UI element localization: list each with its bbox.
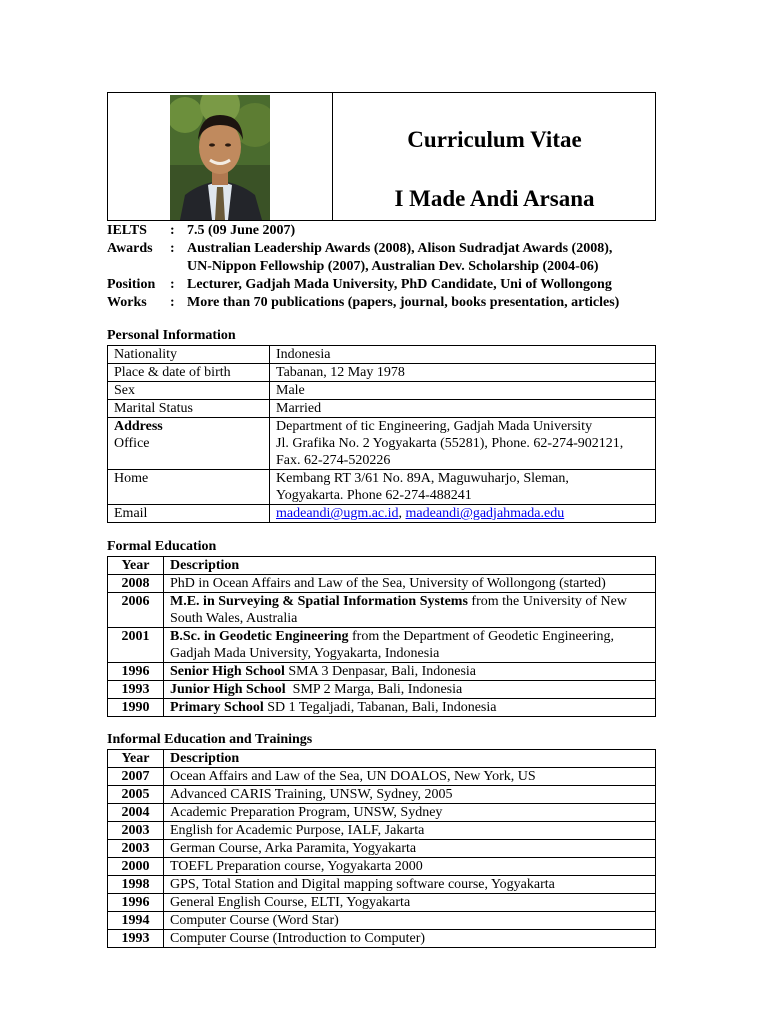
table-row — [108, 822, 656, 840]
table-row — [108, 505, 656, 523]
summary-row-awards — [107, 240, 667, 258]
formal-education-table — [107, 556, 656, 717]
description-cell: TOEFL Preparation course, Yogyakarta 2000 — [164, 858, 656, 876]
table-row — [108, 575, 656, 593]
summary-colon: : — [170, 295, 175, 310]
office-line: Jl. Grafika No. 2 Yogyakarta (55281), Phone. 62-274-902121, — [276, 436, 624, 451]
year-cell: 1998 — [108, 876, 164, 894]
row-label: Nationality — [108, 346, 270, 364]
year-cell: 1996 — [108, 894, 164, 912]
table-row — [108, 768, 656, 786]
description-cell: German Course, Arka Paramita, Yogyakarta — [164, 840, 656, 858]
table-row — [108, 364, 656, 382]
description-text: PhD in Ocean Affairs and Law of the Sea, University of Wollongong (started) — [170, 576, 606, 591]
description-bold: Primary School — [170, 700, 264, 715]
summary-value: UN-Nippon Fellowship (2007), Australian Dev. Scholarship (2004-06) — [187, 259, 599, 274]
summary-label: Position — [107, 277, 156, 292]
row-value: Male — [270, 382, 656, 400]
description-cell: Academic Preparation Program, UNSW, Sydney — [164, 804, 656, 822]
year-cell: 2006 — [108, 593, 164, 628]
year-cell: 2008 — [108, 575, 164, 593]
col-header-description: Description — [164, 750, 656, 768]
summary-row-position — [107, 276, 667, 294]
informal-education-heading: Informal Education and Trainings — [107, 732, 313, 747]
summary-label: Works — [107, 295, 147, 310]
description-cell: General English Course, ELTI, Yogyakarta — [164, 894, 656, 912]
summary-label: Awards — [107, 241, 153, 256]
description-text: from the Department of Geodetic Engineering, Gadjah Mada University, Yogyakarta, Indonesia — [170, 629, 615, 661]
summary-value: More than 70 publications (papers, journal, books presentation, articles) — [187, 295, 620, 310]
row-label: Place & date of birth — [108, 364, 270, 382]
informal-education-table — [107, 749, 656, 948]
table-header-row — [108, 750, 656, 768]
row-label: Marital Status — [108, 400, 270, 418]
summary-row-works — [107, 294, 667, 312]
table-row — [108, 930, 656, 948]
email-separator: , — [398, 506, 406, 521]
description-text: SMA 3 Denpasar, Bali, Indonesia — [284, 664, 477, 679]
table-row — [108, 663, 656, 681]
table-header-row — [108, 557, 656, 575]
summary-value: Australian Leadership Awards (2008), Alison Sudradjat Awards (2008), — [187, 241, 613, 256]
year-cell: 2003 — [108, 840, 164, 858]
table-row — [108, 418, 656, 470]
year-cell: 2001 — [108, 628, 164, 663]
office-line: Department of tic Engineering, Gadjah Mada University — [276, 419, 593, 434]
description-text: SD 1 Tegaljadi, Tabanan, Bali, Indonesia — [263, 700, 497, 715]
year-cell: 2007 — [108, 768, 164, 786]
summary-value: Lecturer, Gadjah Mada University, PhD Candidate, Uni of Wollongong — [187, 277, 612, 292]
office-line: Fax. 62-274-520226 — [276, 453, 391, 468]
table-row — [108, 699, 656, 717]
description-bold: B.Sc. in Geodetic Engineering — [170, 629, 349, 644]
description-cell: English for Academic Purpose, IALF, Jakarta — [164, 822, 656, 840]
description-cell: Advanced CARIS Training, UNSW, Sydney, 2005 — [164, 786, 656, 804]
year-cell: 2000 — [108, 858, 164, 876]
row-value: Indonesia — [270, 346, 656, 364]
profile-photo — [170, 95, 270, 220]
table-row — [108, 628, 656, 663]
description-bold: Senior High School — [170, 664, 285, 679]
table-row — [108, 876, 656, 894]
year-cell: 1993 — [108, 681, 164, 699]
address-label: Address — [114, 419, 163, 434]
row-value — [270, 505, 656, 523]
table-row — [108, 894, 656, 912]
row-value: Tabanan, 12 May 1978 — [270, 364, 656, 382]
formal-education-heading: Formal Education — [107, 539, 217, 554]
row-value: Married — [270, 400, 656, 418]
email-link[interactable]: madeandi@ugm.ac.id — [276, 506, 399, 521]
description-bold: Junior High School — [170, 682, 286, 697]
description-cell — [164, 628, 656, 663]
summary-colon: : — [170, 241, 175, 256]
row-value — [270, 470, 656, 505]
row-value — [270, 418, 656, 470]
summary-row-ielts — [107, 222, 667, 240]
table-row — [108, 346, 656, 364]
row-label: Email — [108, 505, 270, 523]
description-cell — [164, 681, 656, 699]
table-row — [108, 681, 656, 699]
summary-colon: : — [170, 223, 175, 238]
table-row — [108, 912, 656, 930]
col-header-description: Description — [164, 557, 656, 575]
table-row — [108, 858, 656, 876]
year-cell: 2003 — [108, 822, 164, 840]
description-cell: GPS, Total Station and Digital mapping software course, Yogyakarta — [164, 876, 656, 894]
description-text: from the University of New South Wales, Australia — [170, 594, 627, 626]
summary-label: IELTS — [107, 223, 147, 238]
description-text: SMP 2 Marga, Bali, Indonesia — [285, 682, 463, 697]
year-cell: 1990 — [108, 699, 164, 717]
summary-value: 7.5 (09 June 2007) — [187, 223, 296, 238]
office-label: Office — [114, 436, 150, 451]
year-cell: 1993 — [108, 930, 164, 948]
personal-info-heading: Personal Information — [107, 328, 236, 343]
year-cell: 1994 — [108, 912, 164, 930]
description-cell: Computer Course (Introduction to Computer) — [164, 930, 656, 948]
col-header-year: Year — [108, 557, 164, 575]
table-row — [108, 840, 656, 858]
description-cell: Ocean Affairs and Law of the Sea, UN DOALOS, New York, US — [164, 768, 656, 786]
table-row — [108, 382, 656, 400]
table-row — [108, 804, 656, 822]
row-label — [108, 418, 270, 470]
summary-row-awards-cont — [107, 258, 667, 276]
description-cell — [164, 663, 656, 681]
cv-title: Curriculum Vitae — [407, 127, 582, 152]
description-bold: M.E. in Surveying & Spatial Information Systems — [170, 594, 468, 609]
table-row — [108, 470, 656, 505]
cv-header — [107, 92, 656, 221]
table-row — [108, 786, 656, 804]
home-line: Kembang RT 3/61 No. 89A, Maguwuharjo, Sleman, — [276, 471, 569, 486]
description-cell — [164, 593, 656, 628]
year-cell: 2004 — [108, 804, 164, 822]
table-row — [108, 593, 656, 628]
personal-info-table — [107, 345, 656, 523]
row-label: Sex — [108, 382, 270, 400]
email-link[interactable]: madeandi@gadjahmada.edu — [405, 506, 565, 521]
description-cell — [164, 699, 656, 717]
year-cell: 1996 — [108, 663, 164, 681]
description-cell — [164, 575, 656, 593]
home-line: Yogyakarta. Phone 62-274-488241 — [276, 488, 472, 503]
year-cell: 2005 — [108, 786, 164, 804]
summary-block — [107, 222, 667, 312]
person-name: I Made Andi Arsana — [394, 186, 595, 211]
description-cell: Computer Course (Word Star) — [164, 912, 656, 930]
col-header-year: Year — [108, 750, 164, 768]
table-row — [108, 400, 656, 418]
row-label: Home — [108, 470, 270, 505]
summary-colon: : — [170, 277, 175, 292]
